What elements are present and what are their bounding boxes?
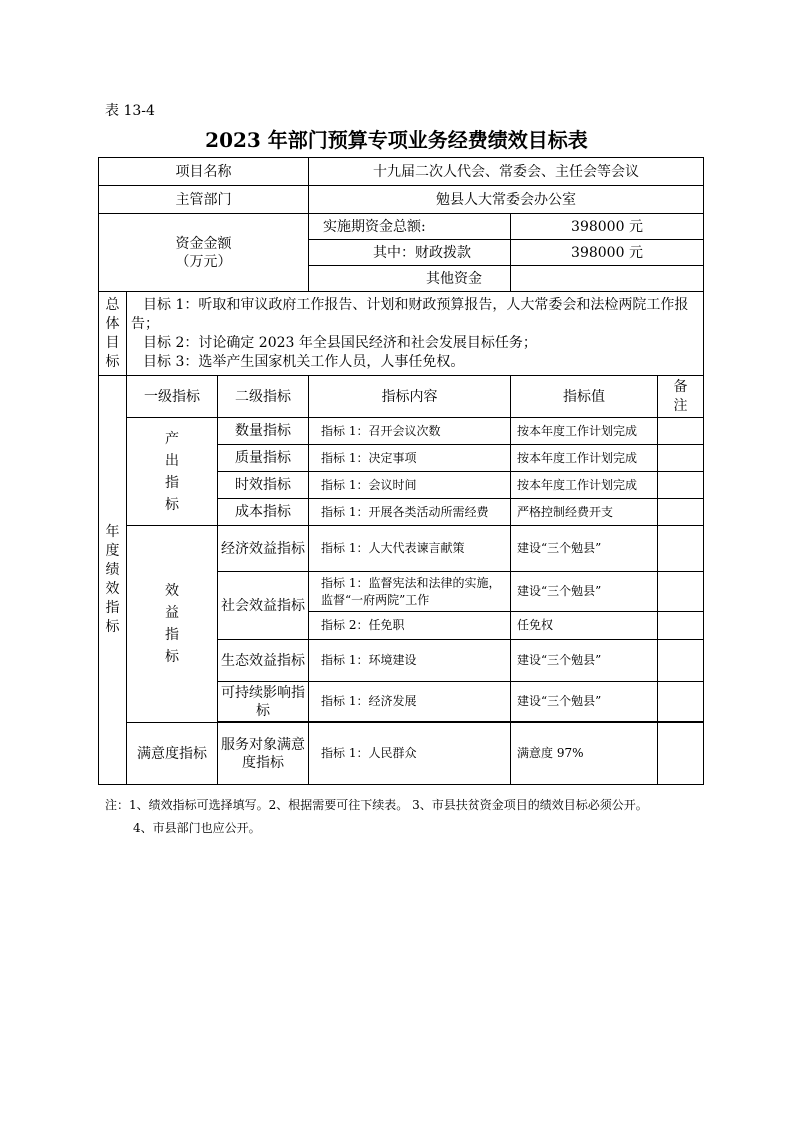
output-level2-cost: 成本指标 xyxy=(218,499,309,526)
overall-goals-label-text: 总体目标 xyxy=(105,296,120,370)
output-label-text: 产出指标 xyxy=(165,430,179,513)
funds-other-value xyxy=(511,266,704,292)
output-level2-quality: 质量指标 xyxy=(218,445,309,472)
funds-label xyxy=(99,214,309,292)
benefit-label xyxy=(127,526,218,723)
goal-2: 目标 2：讨论确定 2023 年全县国民经济和社会发展目标任务； xyxy=(143,334,537,351)
output-label xyxy=(127,418,218,526)
page-title: 2023 年部门预算专项业务经费绩效目标表 xyxy=(205,128,588,152)
overall-goals xyxy=(127,292,704,376)
benefit-content-economic: 指标 1：人大代表谏言献策 xyxy=(309,526,511,572)
output-value-quantity: 按本年度工作计划完成 xyxy=(511,418,658,445)
benefit-value-social-2: 任免权 xyxy=(511,612,658,640)
remark-cell xyxy=(658,612,704,640)
benefit-level2-economic: 经济效益指标 xyxy=(218,526,309,572)
remark-cell xyxy=(658,526,704,572)
benefit-content-sustainable: 指标 1：经济发展 xyxy=(309,682,511,722)
remark-cell xyxy=(658,418,704,445)
satisfaction-content: 指标 1：人民群众 xyxy=(309,723,511,785)
annual-label-text: 年度绩效指标 xyxy=(105,524,120,635)
funds-total-value: 398000 元 xyxy=(511,214,704,240)
output-content-cost: 指标 1：开展各类活动所需经费 xyxy=(309,499,511,526)
benefit-level2-ecological: 生态效益指标 xyxy=(218,640,309,682)
performance-table xyxy=(98,157,704,785)
header-remark-text: 备注 xyxy=(673,378,688,414)
footnote-line1: 注：1、绩效指标可选择填写。2、根据需要可往下续表。 3、市县扶贫资金项目的绩效目标必须公开。 xyxy=(105,798,648,812)
benefit-value-economic: 建设“三个勉县” xyxy=(511,526,658,572)
benefit-label-text: 效益指标 xyxy=(165,583,179,665)
project-name-value: 十九届二次人代会、常委会、主任会等会议 xyxy=(309,158,704,186)
funds-fiscal-label: 其中：财政拨款 xyxy=(309,240,511,266)
output-content-timeliness: 指标 1：会议时间 xyxy=(309,472,511,499)
benefit-level2-social: 社会效益指标 xyxy=(218,572,309,640)
goal-1: 目标 1：听取和审议政府工作报告、计划和财政预算报告，人大常委会和法检两院工作报告； xyxy=(131,296,689,332)
footnote-line2: 4、市县部门也应公开。 xyxy=(133,821,261,835)
remark-cell xyxy=(658,723,704,785)
output-value-cost: 严格控制经费开支 xyxy=(511,499,658,526)
remark-cell xyxy=(658,572,704,612)
output-value-quality: 按本年度工作计划完成 xyxy=(511,445,658,472)
project-name-label: 项目名称 xyxy=(99,158,309,186)
dept-value: 勉县人大常委会办公室 xyxy=(309,186,704,214)
goal-3: 目标 3：选举产生国家机关工作人员，人事任免权。 xyxy=(143,353,465,370)
funds-other-label: 其他资金 xyxy=(309,266,511,292)
benefit-level2-sustainable: 可持续影响指标 xyxy=(218,682,309,722)
output-value-timeliness: 按本年度工作计划完成 xyxy=(511,472,658,499)
benefit-value-sustainable: 建设“三个勉县” xyxy=(511,682,658,722)
remark-cell xyxy=(658,445,704,472)
annual-label xyxy=(99,376,127,785)
header-content: 指标内容 xyxy=(309,376,511,418)
benefit-value-ecological: 建设“三个勉县” xyxy=(511,640,658,682)
output-content-quantity: 指标 1：召开会议次数 xyxy=(309,418,511,445)
remark-cell xyxy=(658,472,704,499)
output-level2-quantity: 数量指标 xyxy=(218,418,309,445)
footnotes xyxy=(105,794,648,840)
output-content-quality: 指标 1：决定事项 xyxy=(309,445,511,472)
output-level2-timeliness: 时效指标 xyxy=(218,472,309,499)
remark-cell xyxy=(658,640,704,682)
benefit-content-ecological: 指标 1：环境建设 xyxy=(309,640,511,682)
funds-label-line1: 资金金额 xyxy=(175,235,232,252)
benefit-value-social-1: 建设“三个勉县” xyxy=(511,572,658,612)
header-remark xyxy=(658,376,704,418)
funds-label-line2: （万元） xyxy=(175,253,232,270)
satisfaction-label: 满意度指标 xyxy=(127,723,218,785)
funds-total-label: 实施期资金总额: xyxy=(309,214,511,240)
remark-cell xyxy=(658,499,704,526)
header-level2: 二级指标 xyxy=(218,376,309,418)
funds-fiscal-value: 398000 元 xyxy=(511,240,704,266)
overall-goals-label xyxy=(99,292,127,376)
header-value: 指标值 xyxy=(511,376,658,418)
dept-label: 主管部门 xyxy=(99,186,309,214)
benefit-content-social-1: 指标 1：监督宪法和法律的实施，监督“一府两院”工作 xyxy=(309,572,511,612)
benefit-content-social-2: 指标 2：任免职 xyxy=(309,612,511,640)
table-label: 表 13-4 xyxy=(105,103,155,119)
satisfaction-value: 满意度 97% xyxy=(511,723,658,785)
remark-cell xyxy=(658,682,704,722)
satisfaction-level2: 服务对象满意度指标 xyxy=(218,723,309,785)
header-level1: 一级指标 xyxy=(127,376,218,418)
